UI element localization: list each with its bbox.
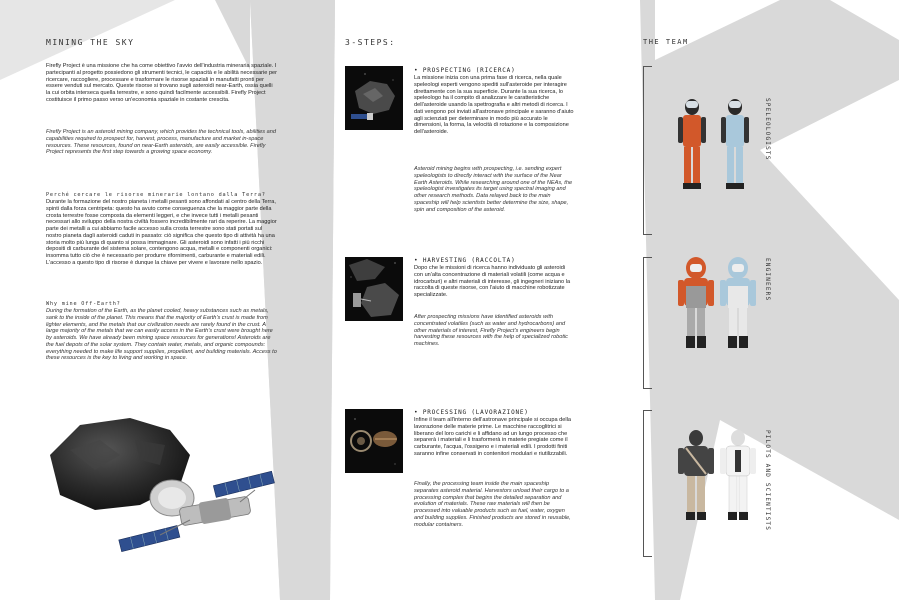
left-heading: MINING THE SKY (46, 38, 135, 47)
prospecting-image (345, 66, 403, 130)
step-harvesting-text-it: Dopo che le missioni di ricerca hanno individuato gli asteroidi con un'alta concentrazione di materiali volatili (come acqua e idrocarburi) e altri materiali di interesse, gli ingegneri iniziano la raccolta di queste risorse, con l'aiuto di macchine robotizzate specializzate. (414, 265, 571, 298)
step-processing-text-en: Finally, the processing team inside the main spaceship separates asteroid material. Harvestors unload their cargo to a processing complex that begins the detailed separation and evolution of materials. These raw materials will then be processed into valuable products such as fuel, water, oxygen and building supplies. Finished products are stored in reusable, modular containers. (414, 481, 571, 528)
why-text-it: Durante la formazione del nostro pianeta i metalli pesanti sono affondati al centro della Terra, spinti dalla forza centripeta: questo ha avuto come conseguenza che la maggior parte della crosta terrestre fosse composta da elementi leggeri, e che invece tutti i metalli pesanti necessari allo sviluppo della nostra civiltà fossero incredibilmente rari da reperire. La maggior parte dei metalli a cui abbiamo facile accesso sulla crosta terrestre sono stati portati sul nostro pianeta dagli asteroidi caduti in passato: ciò significa che questo tipo di attività ha una storia molto più lunga di quanto si possa immaginare. Gli asteroidi sono infatti i più ricchi depositi di carburante del sistema solare, contengono acqua, metalli e componenti organici: insomma tutto ciò che è necessario per produrre rifornimenti, carburante e materiali edili. L'accesso a questo tipo di risorse è dunque la chiave per vivere e lavorare nello spazio. (46, 199, 277, 266)
engineers-label: ENGINEERS (764, 258, 771, 302)
step-prospecting-text-it: La missione inizia con una prima fase di ricerca, nella quale speleologi esperti vengono spediti sull'asteroide per interagire direttamente con la sua superficie. Durante la sua ricerca, lo speleologo ha il compito di analizzare le caratteristiche dell'asteroide usando la spettrografia e altri metodi di ricerca. I dati vengono poi inviati all'astronave principale e saranno d'aiuto agli scienziati per determinare in modo più accurato le dimensioni, la forma, la velocità di rotazione e la composizione dell'asteroide. (414, 75, 574, 135)
intro-text-it: Firefly Project è una missione che ha come obiettivo l'avvio dell'industria mineraria spaziale. I partecipanti al progetto possiedono gli strumenti tecnici, le capacità e le abilità necessarie per ricercare, raccogliere, processare e trasformare le risorse spaziali in manufatti pronti per essere venduti sul mercato. Queste risorse si trovano sugli asteroidi near-Earth, ossia quelli la cui orbita interseca quella terrestre, e sono quindi facilmente accessibili. Firefly Project costituisce il primo passo verso un'economia spaziale in costante crescita. (46, 63, 278, 103)
step-prospecting-title: • PROSPECTING (RICERCA) (414, 67, 516, 74)
steps-heading: 3-STEPS: (345, 38, 396, 47)
speleologists-label: SPELEOLOGISTS (764, 98, 771, 161)
step-prospecting-text-en: Asteroid mining begins with prospecting, i.e. sending expert speleologists to directly interact with the surface of the Near Earth Asteroids. While researching around one of the NEAs, the speleologist investigates its target using spectral imaging and other research methods. Data relayed back to the main spaceship will help scientists better determine the size, shape, spin and composition of the asteroid. (414, 166, 573, 213)
step-processing-text-it: Infine il team all'interno dell'astronave principale si occupa della lavorazione delle materie prime. Le macchine raccoglitrici si liberano del loro carichi e li affidano ad un lungo processo che separerà i materiali e li trasformerà in materie pregiate come il carburante, l'acqua, l'ossigeno e i materiali edili. I prodotti finiti saranno infine conservati in contenitori modulari e riutilizzabili. (414, 417, 571, 457)
speleologist-suits-figures (670, 97, 760, 197)
subhead-it: Perché cercare le risorse minerarie lontano dalla Terra? (46, 192, 266, 198)
subhead-en: Why mine Off-Earth? (46, 301, 121, 307)
pilots-scientists-label: PILOTS AND SCIENTISTS (764, 430, 771, 532)
pilot-scientist-suits-figures (672, 428, 762, 528)
step-harvesting-title: • HARVESTING (RACCOLTA) (414, 257, 516, 264)
asteroid-spacecraft-illustration (40, 410, 290, 560)
team-heading: THE TEAM (643, 38, 689, 46)
speleologists-bracket (643, 66, 652, 235)
harvesting-image (345, 257, 403, 321)
why-text-en: During the formation of the Earth, as the planet cooled, heavy substances such as metals, sank to the inside of the planet. This means that the majority of Earth's crust is made from lighter elements, and the metals that our civilization needs are rarely found in the crust. A large majority of the metals that we can easily access in the Earth's crust were brought here by asteroids. We have already been mining space resources for generations! Asteroids are the fuel depots of the solar system. They contain water, metals, and organic compounds: everything needed to make life support supplies, propellant, and building materials. Access to these resources is the key to living and working in space. (46, 308, 277, 362)
processing-image (345, 409, 403, 473)
pilots-scientists-bracket (643, 410, 652, 557)
step-harvesting-text-en: After prospecting missions have identified asteroids with concentrated volatiles (such as water and hydrocarbons) and other materials of interest, Firefly Project's engineers begin harvesting these resources with the help of specialized robotic machines. (414, 314, 568, 347)
intro-text-en: Firefly Project is an asteroid mining company, which provides the technical tools, abilities and capabilities required to prospect for, harvest, process, manufacture and market in-space resources. These resources, found on near-Earth asteroids, are easily accessible. Firefly Project represents the first step towards a growing space economy. (46, 129, 276, 156)
step-processing-title: • PROCESSING (LAVORAZIONE) (414, 409, 529, 416)
engineers-bracket (643, 257, 652, 389)
engineer-suits-figures (672, 256, 762, 356)
